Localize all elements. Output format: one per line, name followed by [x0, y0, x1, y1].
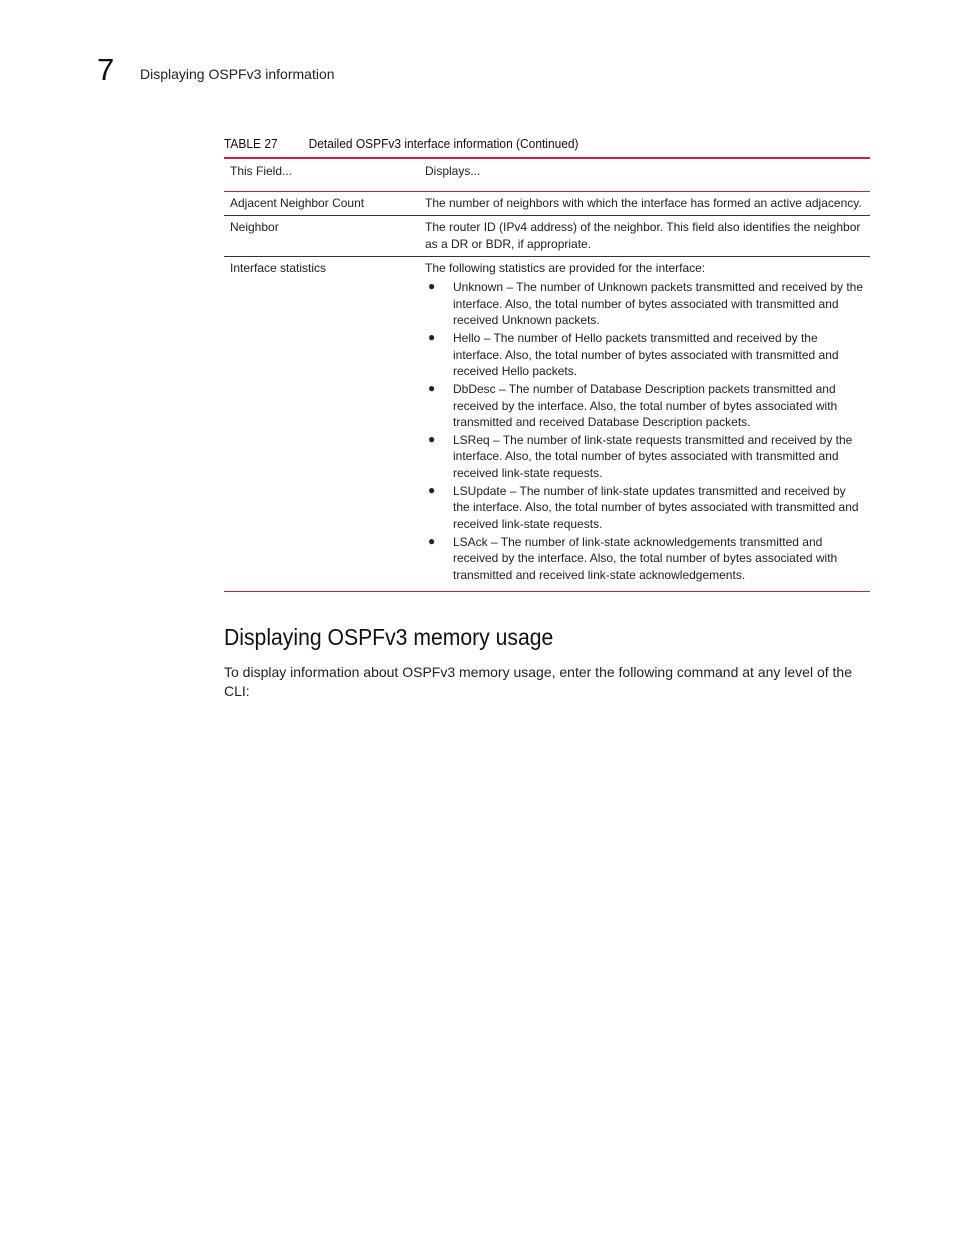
- column-header-displays: Displays...: [419, 158, 870, 191]
- bullet-icon: ●: [428, 380, 436, 395]
- table-caption-title: Detailed OSPFv3 interface information (Continued): [308, 136, 579, 151]
- list-item: [425, 534, 864, 584]
- ospfv3-interface-table: [224, 157, 870, 592]
- bullet-icon: ●: [428, 431, 436, 446]
- list-item: [425, 279, 864, 329]
- table-cell-field: Interface statistics: [230, 261, 327, 276]
- table-cell-field: Neighbor: [224, 216, 419, 257]
- list-item: [425, 330, 864, 380]
- table-row: [224, 216, 870, 257]
- table-row: [224, 191, 870, 216]
- running-header-title: Displaying OSPFv3 information: [140, 66, 335, 82]
- bullet-icon: ●: [428, 533, 436, 548]
- bullet-icon: ●: [428, 278, 436, 293]
- list-item-text: LSUpdate – The number of link-state updates transmitted and received by the interface. Also, the total number of bytes associated with transmitted and received link-state requests.: [453, 483, 859, 532]
- body-paragraph: To display information about OSPFv3 memory usage, enter the following command at any level of the CLI:: [224, 664, 852, 699]
- list-item: [425, 381, 864, 431]
- table-caption-label: TABLE 27: [224, 136, 278, 151]
- table-row: [224, 257, 870, 591]
- table-cell-description: The number of neighbors with which the interface has formed an active adjacency.: [419, 191, 870, 216]
- list-item-text: Hello – The number of Hello packets transmitted and received by the interface. Also, the total number of bytes associated with transmitted and received Hello packets.: [453, 330, 839, 379]
- section-heading: Displaying OSPFv3 memory usage: [224, 624, 554, 650]
- chapter-number: 7: [97, 52, 115, 87]
- bullet-icon: ●: [428, 329, 436, 344]
- list-item: [425, 432, 864, 482]
- list-item-text: DbDesc – The number of Database Description packets transmitted and received by the interface. Also, the total number of bytes associated with transmitted and received Database Description packets.: [453, 381, 838, 430]
- list-item-text: LSAck – The number of link-state acknowledgements transmitted and received by the interface. Also, the total number of bytes associated with transmitted and received link-state acknowledgements.: [453, 534, 838, 582]
- table-cell-description: The router ID (IPv4 address) of the neighbor. This field also identifies the neighbor as a DR or BDR, if appropriate.: [419, 216, 870, 257]
- list-item: [425, 483, 864, 533]
- table-caption: [224, 136, 818, 152]
- statistics-list: [425, 279, 864, 584]
- table-cell-description-list: [419, 257, 870, 591]
- table-header-row: [224, 158, 870, 191]
- table-cell-field: Adjacent Neighbor Count: [224, 191, 419, 216]
- list-item-text: Unknown – The number of Unknown packets transmitted and received by the interface. Also, the total number of bytes associated with transmitted and received Unknown packets.: [453, 279, 864, 328]
- list-item-text: LSReq – The number of link-state requests transmitted and received by the interface. Also, the total number of bytes associated with transmitted and received link-state requests.: [453, 432, 853, 481]
- column-header-field: This Field...: [224, 158, 419, 191]
- bullet-icon: ●: [428, 482, 436, 497]
- statistics-intro: The following statistics are provided for the interface:: [425, 261, 706, 276]
